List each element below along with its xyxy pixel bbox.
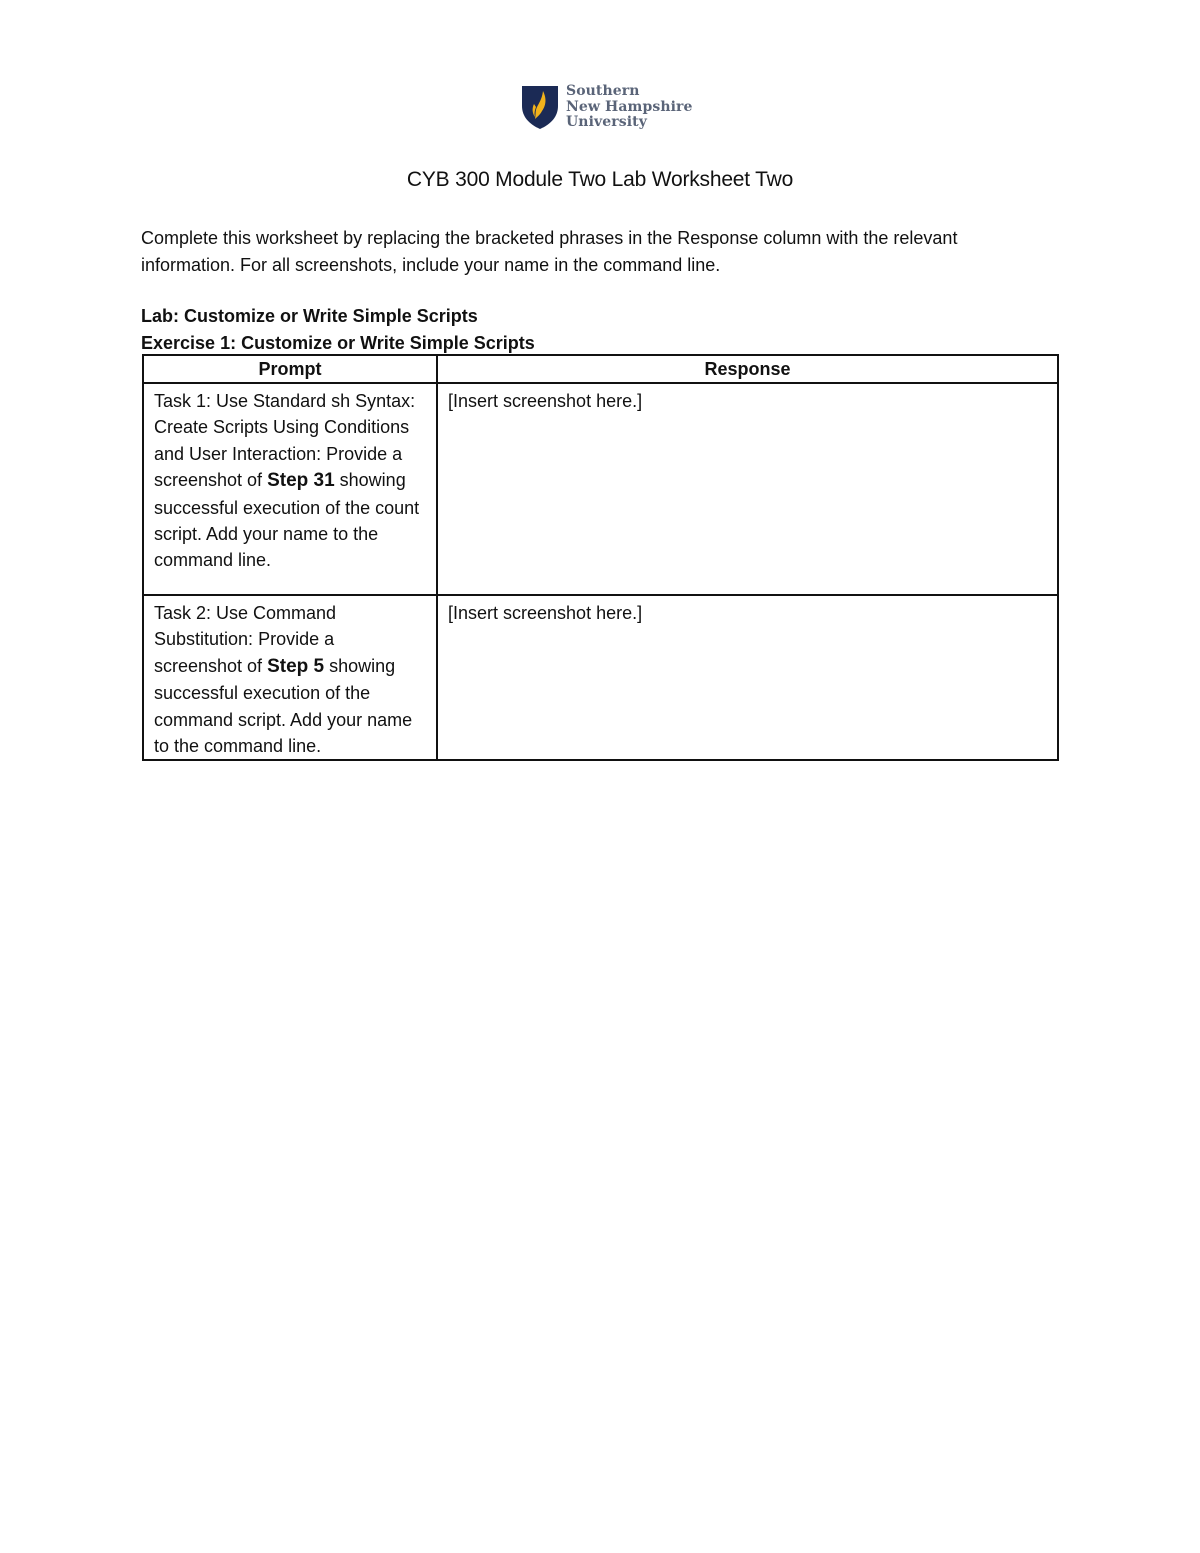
wordmark-line-3: University: [566, 114, 647, 130]
instructions-line-2: information. For all screenshots, include your name in the command line.: [141, 255, 721, 275]
shield-flame-icon: [520, 84, 560, 130]
step-reference: Step 5: [267, 655, 325, 677]
university-logo: [520, 84, 693, 131]
university-wordmark: [566, 84, 693, 131]
response-cell[interactable]: [Insert screenshot here.]: [437, 383, 1058, 595]
table-header-row: [143, 355, 1058, 383]
document-title: CYB 300 Module Two Lab Worksheet Two: [406, 168, 794, 191]
prompt-cell: [143, 383, 437, 595]
table-row: [143, 383, 1058, 595]
step-reference: Step 31: [267, 470, 335, 492]
prompt-text: showing successful execution of the count script. Add your name to the command line.: [154, 470, 420, 571]
instructions-paragraph: [141, 225, 1071, 279]
response-column-header: Response: [437, 355, 1058, 383]
wordmark-line-1: Southern: [566, 83, 640, 99]
prompt-text: Task 2: Use Command Substitution: Provide a screenshot of: [154, 603, 337, 676]
prompt-cell: [143, 595, 437, 760]
prompt-column-header: Prompt: [143, 355, 437, 383]
prompt-text: showing successful execution of the command script. Add your name to the command line.: [154, 655, 413, 757]
response-cell[interactable]: [Insert screenshot here.]: [437, 595, 1058, 760]
prompt-text: Task 1: Use Standard sh Syntax: Create Scripts Using Conditions and User Interaction: Provide a screenshot of: [154, 391, 416, 491]
table-row: [143, 595, 1058, 760]
exercise-heading: Exercise 1: Customize or Write Simple Scripts: [141, 333, 535, 353]
lab-heading: Lab: Customize or Write Simple Scripts: [141, 306, 478, 326]
instructions-line-1: Complete this worksheet by replacing the bracketed phrases in the Response column with the relevant: [141, 228, 958, 248]
wordmark-line-2: New Hampshire: [566, 98, 693, 115]
worksheet-table: [142, 354, 1059, 761]
